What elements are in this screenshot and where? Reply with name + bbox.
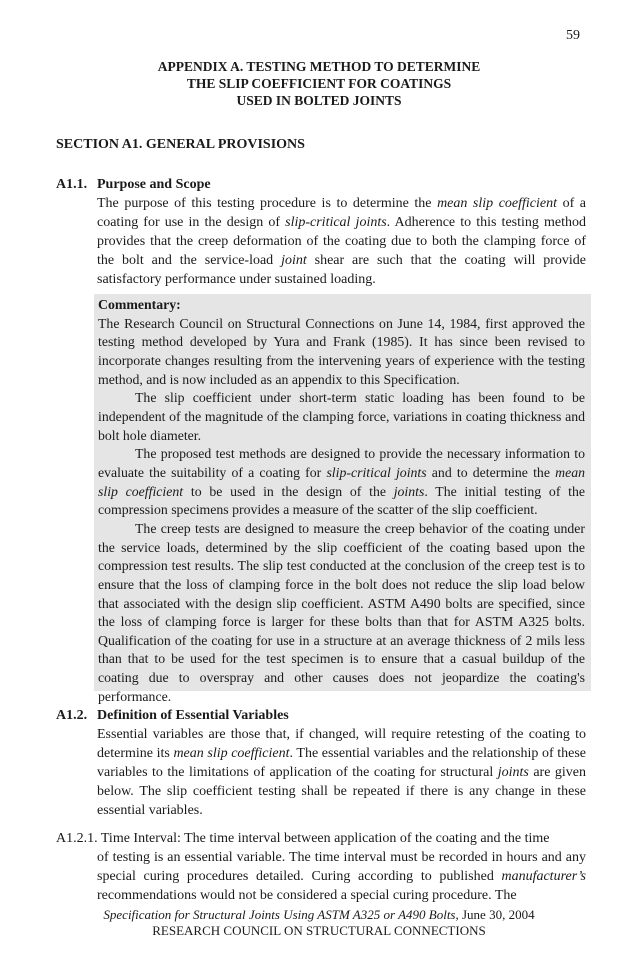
italic-term: mean slip coefficient [437, 196, 558, 211]
italic-term: joints [497, 765, 529, 781]
page-footer [0, 907, 638, 939]
text-run: to be used in the design of the [183, 483, 394, 499]
subsection-title: Purpose and Scope [97, 177, 211, 192]
commentary-box [94, 294, 591, 704]
page-number: 59 [566, 28, 580, 43]
footer-date: , June 30, 2004 [455, 907, 535, 922]
italic-term: mean slip coefficient [173, 746, 290, 762]
subsection-number: A1.1. [56, 177, 88, 192]
text-run: of a coating for use in the design of [97, 196, 586, 231]
text-run: . Adherence to this testing method provides that the creep deformation of the coating due to both the clamping force of the bolt and the service-load [97, 215, 586, 269]
italic-term: slip-critical joints [285, 215, 387, 231]
footer-spec-name: Specification for Structural Joints Using ASTM A325 or A490 Bolts [103, 907, 456, 922]
commentary-heading: Commentary: [98, 297, 181, 312]
text-run: Essential variables are those that, if changed, will require retesting of the coating to determine its [97, 727, 586, 762]
italic-term: slip-critical joints [326, 464, 427, 480]
text-run: recommendations would not be considered a special curing procedure. The [97, 888, 517, 904]
commentary-paragraph-4: The creep tests are designed to measure the creep behavior of the coating under the service loads, determined by the slip coefficient of the coating based upon the compression test results. The slip test conducted at the conclusion of the creep test is to ensure that the loss of clamping force in the bolt does not reduce the slip load below that associated with the design slip coefficient. ASTM A490 bolts are specified, since the loss of clamping force is larger for these bolts than that for ASTM A325 bolts. Qualification of the coating for use in a structure at an average thickness of 2 mils less than that to be used for the test specimen is to ensure that a casual buildup of the coating due to overspray and other causes does not jeopardize the coating's performance. [98, 520, 585, 704]
title-line-3: USED IN BOLTED JOINTS [236, 93, 402, 108]
text-run: . The essential variables and the relationship of these variables to the limitations of application of the coating for structural [97, 746, 587, 781]
a12-paragraph [97, 725, 586, 820]
title-line-2: THE SLIP COEFFICIENT FOR COATINGS [186, 76, 452, 91]
italic-term: mean slip coefficient [98, 464, 585, 499]
subsection-number: A1.2. [56, 708, 88, 723]
text-run: and to determine the [426, 464, 556, 480]
commentary-paragraph-1: The Research Council on Structural Connections on June 14, 1984, first approved the testing method developed by Yura and Frank (1985). It has since been revised to incorporate changes resulting from the intervening years of experience with the testing method, and is now included as an appendix to this Specification. [98, 315, 585, 387]
subsection-heading-a12 [56, 708, 289, 724]
a121-first-line: Time Interval: The time interval between application of the coating and the time [97, 831, 550, 846]
text-run: are given below. The slip coefficient testing shall be repeated if there is any change in these essential variables. [97, 765, 586, 819]
subsection-heading-a11 [56, 177, 211, 193]
italic-term: manufacturer’s [501, 869, 586, 885]
text-run: The purpose of this testing procedure is to determine the [97, 196, 438, 211]
a121-continuation [56, 848, 586, 905]
text-run: shear are such that the coating will provide satisfactory performance under sustained loading. [97, 253, 586, 288]
commentary-paragraph-3 [98, 445, 585, 520]
footer-spec-title [0, 907, 638, 923]
text-run: of testing is an essential variable. The time interval must be recorded in hours and any special curing procedures detailed. Curing according to published [97, 850, 586, 885]
a11-paragraph [97, 194, 586, 289]
footer-council: RESEARCH COUNCIL ON STRUCTURAL CONNECTIONS [152, 923, 486, 938]
italic-term: joint [281, 253, 307, 269]
commentary-paragraph-2: The slip coefficient under short-term static loading has been found to be independent of the magnitude of the clamping force, variations in coating thickness and bolt hole diameter. [98, 390, 585, 443]
title-line-1: APPENDIX A. TESTING METHOD TO DETERMINE [157, 59, 481, 74]
subsection-title: Definition of Essential Variables [97, 708, 289, 723]
text-run: The proposed test methods are designed to provide the necessary information to evaluate the suitability of a coating for [98, 446, 585, 480]
text-run: . The initial testing of the compression specimens provides a measure of the scatter of the slip coefficient. [98, 483, 585, 518]
section-heading: SECTION A1. GENERAL PROVISIONS [56, 137, 305, 152]
a121-paragraph [56, 829, 586, 905]
a121-number: A1.2.1. [56, 831, 98, 846]
italic-term: joints [393, 483, 425, 499]
appendix-title [0, 58, 638, 109]
